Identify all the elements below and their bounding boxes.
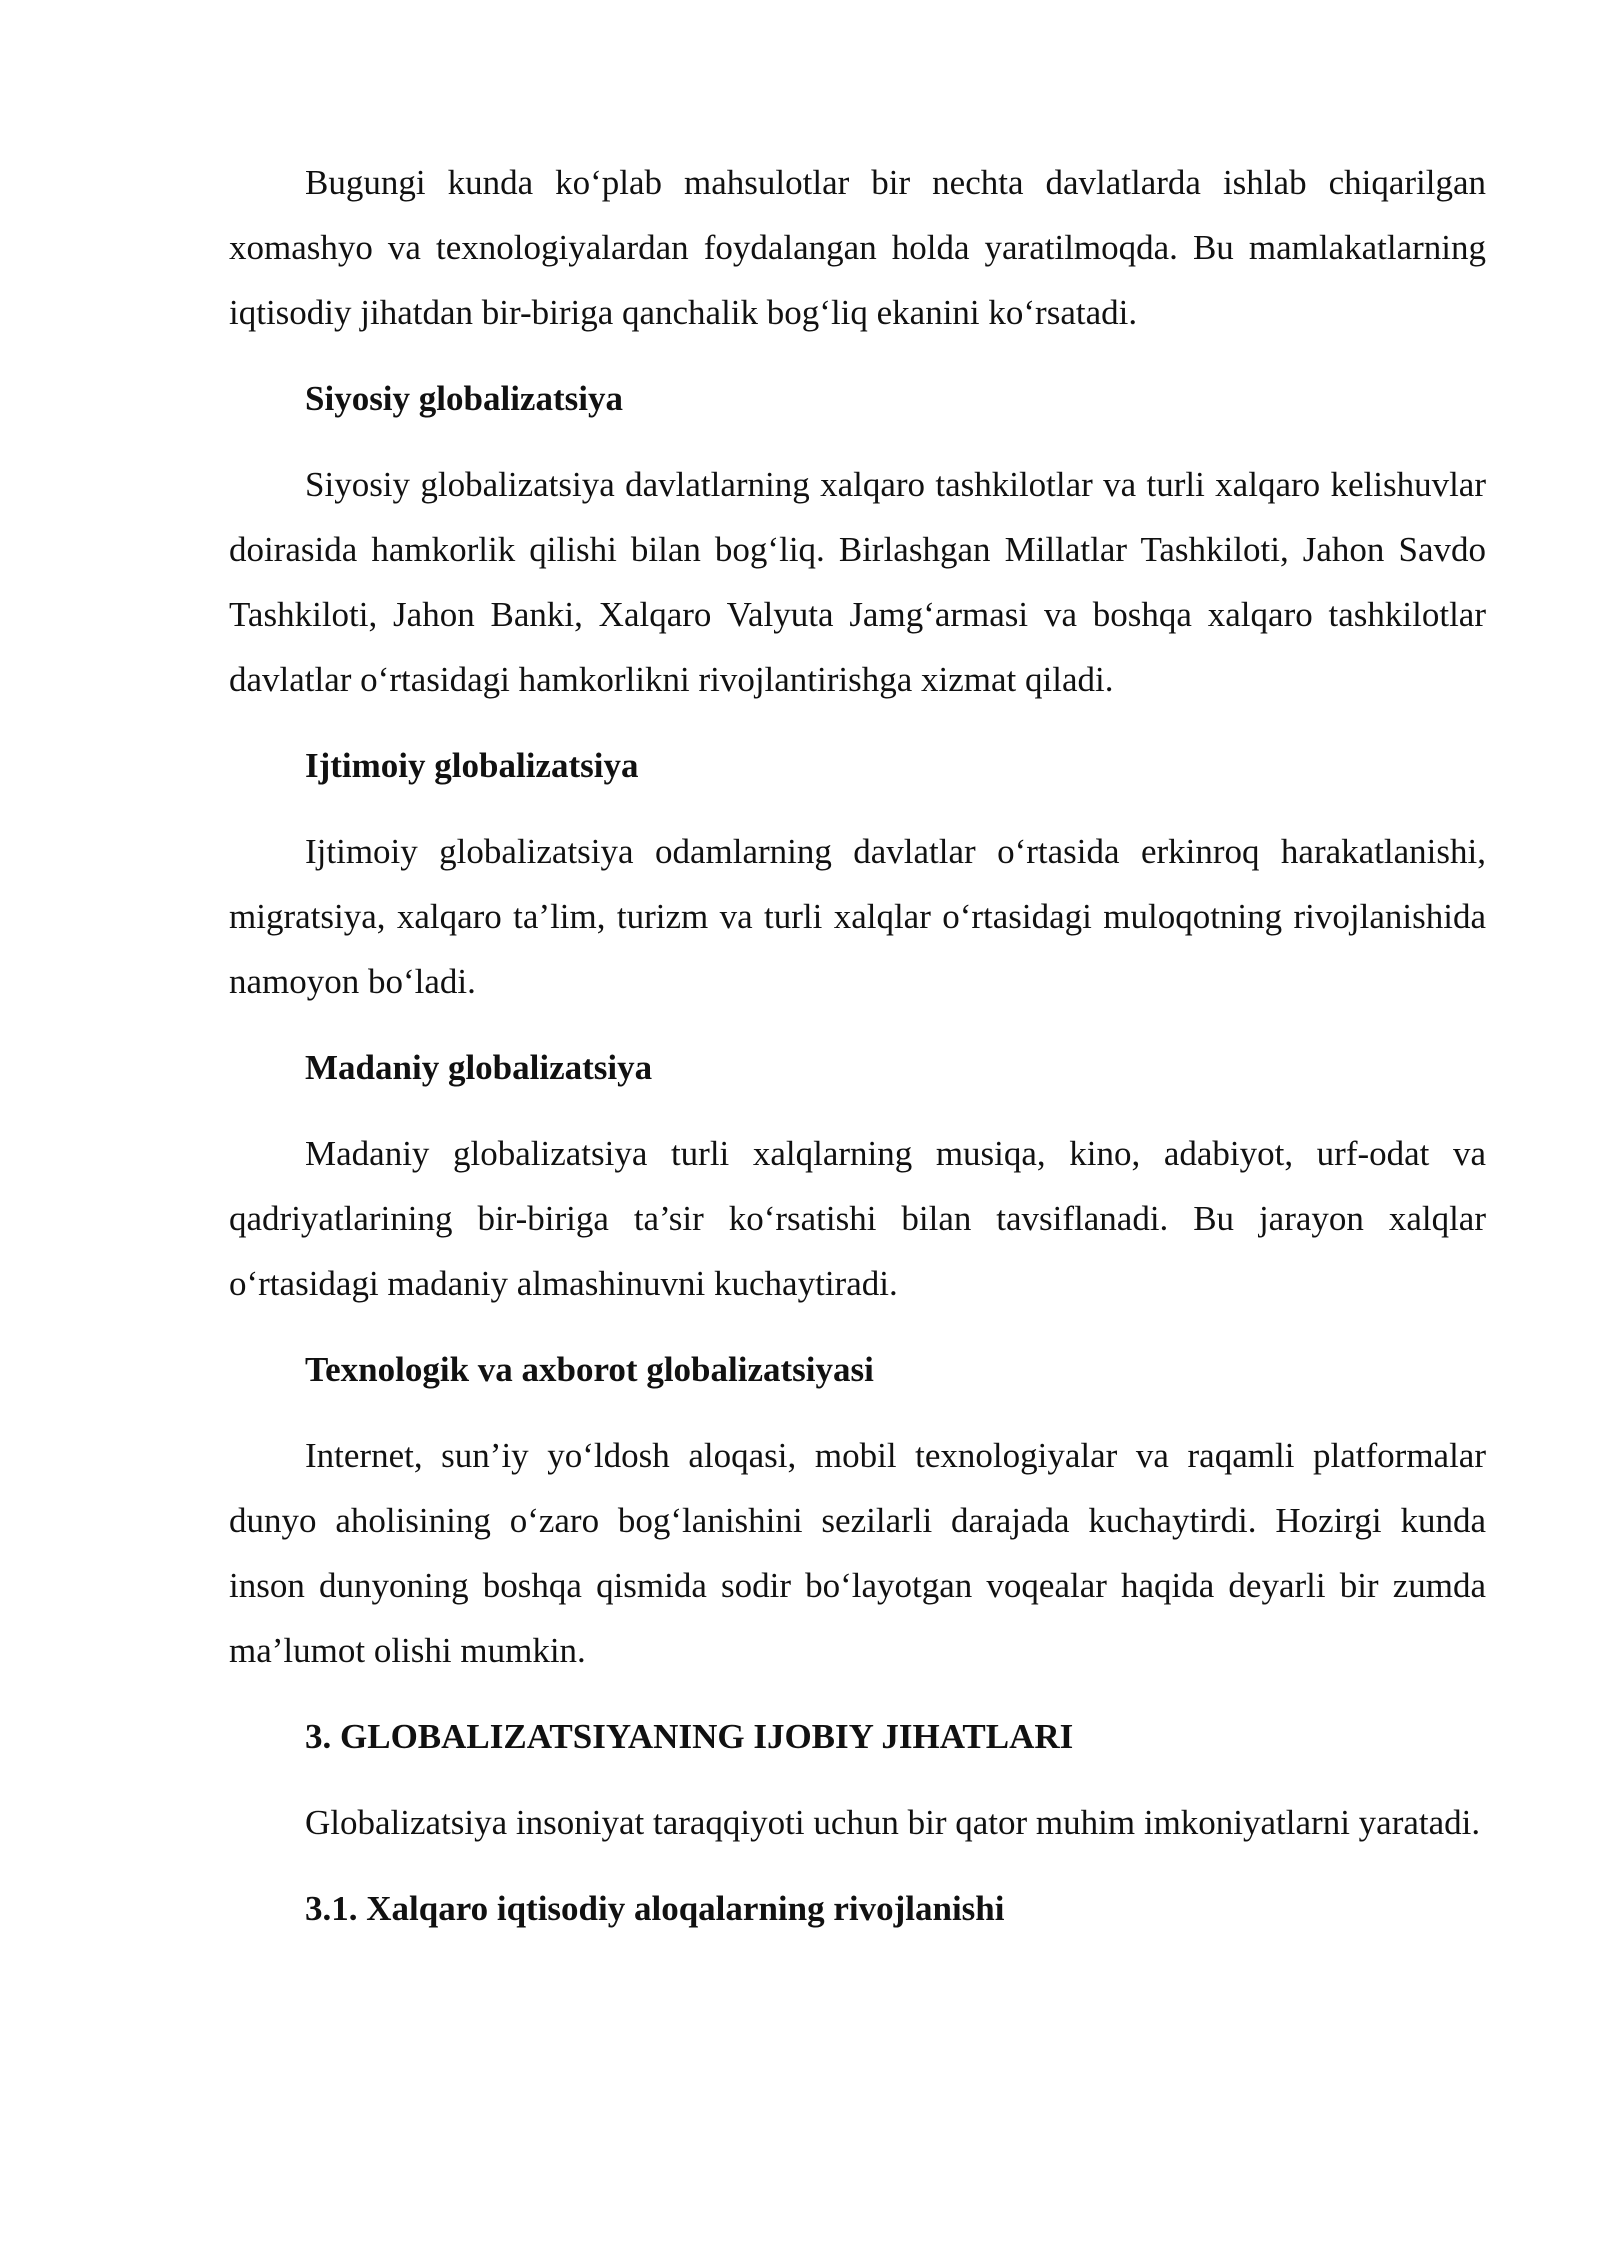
paragraph-cultural-globalization: Madaniy globalizatsiya turli xalqlarning musiqa, kino, adabiyot, urf-odat va qadriyatlarining bir-biriga ta’sir ko‘rsatishi bilan tavsiflanadi. Bu jarayon xalqlar o‘rtasidagi madaniy almashinuvni kuchaytiradi. (229, 1134, 1486, 1303)
paragraph-social-globalization: Ijtimoiy globalizatsiya odamlarning davlatlar o‘rtasida erkinroq harakatlanishi, migratsiya, xalqaro ta’lim, turizm va turli xalqlar o‘rtasidagi muloqotning rivojlanishida namoyon bo‘ladi. (229, 832, 1486, 1001)
paragraph-section-3-intro: Globalizatsiya insoniyat taraqqiyoti uchun bir qator muhim imkoniyatlarni yaratadi. (305, 1803, 1481, 1842)
paragraph-technological-globalization: Internet, sun’iy yo‘ldosh aloqasi, mobil texnologiyalar va raqamli platformalar dunyo aholisining o‘zaro bog‘lanishini sezilarli darajada kuchaytirdi. Hozirgi kunda inson dunyoning boshqa qismida sodir bo‘layotgan voqealar haqida deyarli bir zumda ma’lumot olishi mumkin. (229, 1436, 1486, 1670)
document-page (229, 150, 1486, 1962)
paragraph-economic-interdependence: Bugungi kunda ko‘plab mahsulotlar bir nechta davlatlarda ishlab chiqarilgan xomashyo va texnologiyalardan foydalangan holda yaratilmoqda. Bu mamlakatlarning iqtisodiy jihatdan bir-biriga qanchalik bog‘liq ekanini ko‘rsatadi. (229, 163, 1486, 332)
paragraph-political-globalization: Siyosiy globalizatsiya davlatlarning xalqaro tashkilotlar va turli xalqaro kelishuvlar doirasida hamkorlik qilishi bilan bog‘liq. Birlashgan Millatlar Tashkiloti, Jahon Savdo Tashkiloti, Jahon Banki, Xalqaro Valyuta Jamg‘armasi va boshqa xalqaro tashkilotlar davlatlar o‘rtasidagi hamkorlikni rivojlantirishga xizmat qiladi. (229, 465, 1486, 699)
heading-section-3: 3. GLOBALIZATSIYANING IJOBIY JIHATLARI (305, 1717, 1074, 1756)
heading-section-3-1: 3.1. Xalqaro iqtisodiy aloqalarning rivojlanishi (305, 1889, 1005, 1928)
heading-political-globalization: Siyosiy globalizatsiya (305, 379, 623, 418)
heading-technological-globalization: Texnologik va axborot globalizatsiyasi (305, 1350, 874, 1389)
heading-cultural-globalization: Madaniy globalizatsiya (305, 1048, 653, 1087)
heading-social-globalization: Ijtimoiy globalizatsiya (305, 746, 639, 785)
